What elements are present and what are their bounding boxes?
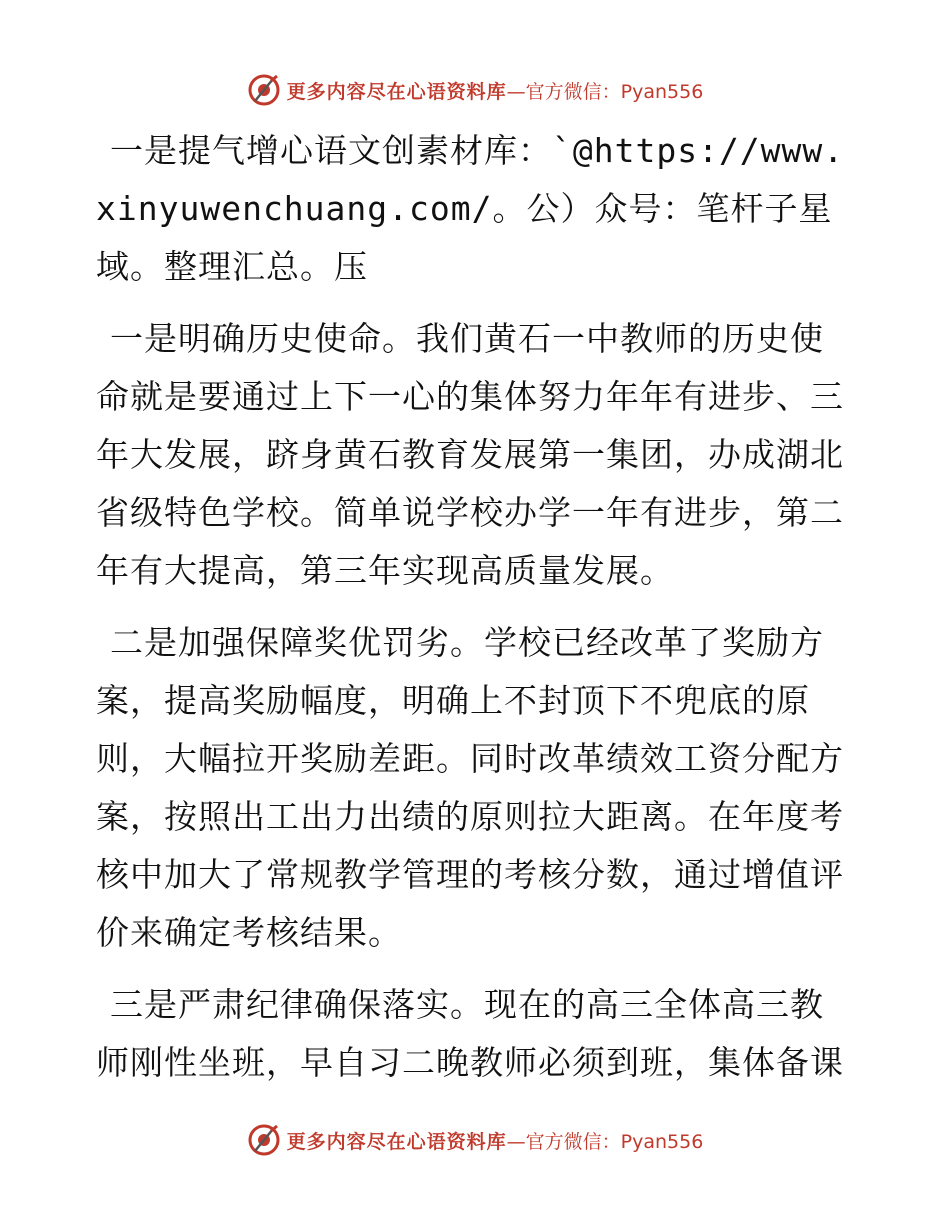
paragraph-3: 二是加强保障奖优罚劣。学校已经改革了奖励方案，提高奖励幅度，明确上不封顶下不兜底的原则，大幅拉开奖励差距。同时改革绩效工资分配方案，按照出工出力出绩的原则拉大距离。在年度考核中加大了常规教学管理的考核分数，通过增值评价来确定考核结果。 [96, 623, 844, 952]
watermark-footer [0, 1120, 950, 1160]
watermark-wechat: —官方微信：Pyan556 [506, 80, 704, 103]
watermark-title: 更多内容尽在心语资料库 [286, 80, 507, 103]
paragraph-4: 三是严肃纪律确保落实。现在的高三全体高三教师刚性坐班，早自习二晚教师必须到班，集体备课 [96, 985, 844, 1082]
paragraph-1: 一是提气增心语文创素材库：`@https://www.xinyuwenchuang.com/。公）众号：笔杆子星域。整理汇总。压 [96, 131, 845, 286]
paragraph-2: 一是明确历史使命。我们黄石一中教师的历史使命就是要通过上下一心的集体努力年年有进步、三年大发展，跻身黄石教育发展第一集团，办成湖北省级特色学校。简单说学校办学一年有进步，第二年有大提高，第三年实现高质量发展。 [96, 319, 844, 590]
quill-logo-icon [247, 73, 281, 107]
document-body [96, 122, 856, 1106]
watermark-title: 更多内容尽在心语资料库 [286, 1130, 507, 1153]
watermark-header [0, 70, 950, 110]
watermark-wechat: —官方微信：Pyan556 [506, 1130, 704, 1153]
quill-logo-icon [247, 1123, 281, 1157]
